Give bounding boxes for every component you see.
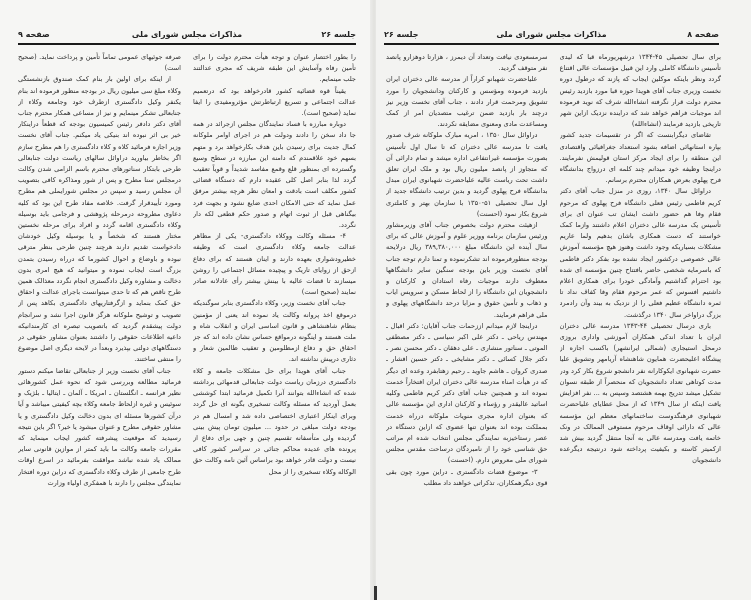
column-right bbox=[560, 52, 722, 592]
column-left bbox=[18, 52, 181, 592]
publication-title: مذاکرات مجلس شورای ملی bbox=[496, 30, 607, 39]
header-rule bbox=[384, 43, 719, 45]
paragraph: ۴- مسئله وکالت ووکلاء دادگستری- یکی از مظاهر عدالت جامعه وکلاء دادگستری است که وظیفه خطیرودشواری بعهده دارند و اینان هستند که برای دفاع ازحق از زوایای تاریک و پیچیده مسائل اجتماعی را روشن میسازند تا قضات عالیه با بینش بیشتر رأی عادلانه صادر نمایند (صحیح است) bbox=[193, 232, 356, 297]
page-header bbox=[18, 30, 356, 44]
paragraph: یقیناً قوه قضائیه کشور قادرخواهد بود که درتعمیم عدالت اجتماعی و تسریع ارتباطرتش مؤثرومفیدی را ایفا نماید (صحیح است). bbox=[193, 86, 356, 118]
text-columns bbox=[18, 52, 356, 592]
paragraph: را بطور اختصار عنوان و توجه هیأت محترم دولت را برای تأمین رفاه وآسایش این طبقه شریف که مجری عدالتند جلب مینمایم. bbox=[193, 53, 356, 84]
page-header bbox=[384, 30, 719, 44]
column-left bbox=[386, 52, 548, 592]
binding-mark bbox=[374, 586, 377, 600]
paragraph: ۳- موضوع قضات دادگستری ـ دراین مورد چون بقی قوی دیگرهمکاران، تذکراتی خواهند داد مطلب bbox=[386, 467, 548, 487]
paragraph: سرمسعودی نیافت وتعداد آن دیمرز ، هزارتا دوهزارو پانصد نفر متوقف گردید. bbox=[386, 53, 548, 73]
paragraph: جناب آقای هویدا برای حل مشکلات جامعه و کلاء دادگستری درزمان ریاست دولت جنابعالی قدمهائی برداشته شده که انشاءالله بتوانند آنرا تکمیل فرمائید ابتدا کوششی بعمل آوردید که مسئله وکالت تسخیری بگونه ای حل گردد وبرای اینکار اعتباری اختصاصی داده شد و امسال هم در بودجه دولت مبلغی در حدود ... میلیون تومان پیش بینی گردیده ولی متأسفانه تقسیم چنین و جهی برای دفاع از پرونده های عدیده محاکم جنائی در سراسر کشور کافی نیست و دولت قادر خواهد بود براساس آئین نامه وکالت حق الوکاله وکلاء تسخیری را از محل bbox=[193, 366, 356, 476]
session-number: جلسه ۲۶ bbox=[321, 30, 356, 39]
page-number: صفحه ۹ bbox=[18, 30, 50, 39]
paragraph: جناب آقای نخست وزیر از جنابعالی تقاضا میکنم دستور فرمائید مطالعه وبررسی شود که نحوه عمل کشورهائی نظیر فرانسه ـ انگلستان ـ امریکا ـ آلمان ـ ایتالیا ـ بلژیک و سوئیس و غیره ازلحاظ جامعه وکلاء بچه کیفیتی میباشد و آیا درآن کشورها مسئله ای بدون دخالت وکیل دادگستری و یا مشاور حقوقی مطرح و عنوان میشود یا خیر؟ اگر باین نتیجه رسیدید که موقعیت پیشرفته کشور ایجاب مینماید که مقررات جامعه وکالت ما باید کمتر از موازین قانونی سایر ممالک یاد شده نباشد موافقت بفرمائید در اسرع اوقات طرح جامعی از طرف وکلاء دادگستری که دراین دوره افتخار نمایندگی مجلس را دارند با همفکری اولیاء وزارت bbox=[18, 366, 181, 487]
column-right bbox=[193, 52, 356, 592]
header-rule bbox=[18, 43, 356, 45]
paragraph: صرفه جوئیهای عمومی تماماً تأمین و پرداخت نماید. (صحیح است) bbox=[18, 53, 181, 73]
paragraph: جناب آقای نخست وزیر، وکلاء دادگستری بنابر سوگندیکه درموقع اخذ پروانه وکالت یاد نموده اند یعنی از مؤمنین بنظام شاهنشاهی و قانون اساسی ایران و انقلاب شاه و ملت هستند و اینگونه درمواقع حساس نشان داده اند که جز احقاق حق و دفاع ازمظلومین و تعقیب ظالمین شعار و دثاری درپیش نداشته اند. bbox=[193, 299, 356, 364]
paragraph: از اینکه برای اولین بار بنام کمک صندوق بازنشستگی وکلاء مبلغ سی میلیون ریال در بودجه منظور فرموده اند بنام یکنفر وکیل دادگستری ازطرف خود وجامعه وکلاء از جنابعالی تشکر مینمایم و نیز از مساعی همکار محترم جناب آقای دکتر دادفر رئیس کمیسیون بودجه که قطعاً دراینکار خیر بی اثر نبوده اند بنیکی یاد میکنم. جناب آقای نخست وزیر اجازه فرمائید کلاه و کلاء دادگستری را هم مطرح سازم اگر بخاطر بیاورید دراوائل سالهای ریاست دولت جنابعالی طرحی بابتکار سناتورهای محترم باسم الزامی شدن وکالت درمجلس سنا مطرح و پس از شور ومذاکره کافی بتصویب آن مجلس رسید و سپس در مجلس شورایملی هم مطرح ومورد تأییدقرار گرفت. خلاصه مفاد طرح این بود که کلیه دعاوی مطروحه درمرحله پژوهشی و فرجامی باید بوسیله وکلاء دادگستری اقامه گردد و افراد برای مرحله نخستین مختار هستند که شخصاً و یا بوسیله وکیل خودشان دادخواست تقدیم دارند هرچند چنین طرحی بنظر مترقی نبوده و باوضاع و احوال کشورما که درراه رسیدن بتمدن بزرگ است ایجاب نموده و میتوانید که هیچ امری بدون دخالت و مشاوره وکیل دادگستری انجام نگردد معذالک همین طرح ناقص هم که تا حدی میتوانست باجرای عدالت و احقاق حق کمک بنماید و ازگرفتاریهای دادگستری بکاهد پس از تصویب و توشیح ملوکانه هرگز قانون اجرا نشد و سرانجام دولت پیشقدم گردید که باتصویب تبصره ای کارمندانیکه داعیه اطلاعات حقوقی را داشتند بعنوان مشاور حقوقی در دستگاههای دولتی بپذیرد وبعداً در لایحه دیگری اصل موضوع را منتفی ساختند. bbox=[18, 75, 181, 364]
paragraph: ازهیئت محترم دولت بخصوص جناب آقای وزیرمشاور ورئیس سازمان برنامه ووزیر علوم و آموزش عالی که برای سال آینده این دانشگاه مبلغ ۳۸۹,۳۸۰,۰۰۰ ریال درلایحه بودجه منظورفرموده اند تشکرنموده و تمنا دارم توجه جناب آقای نخست وزیر باین بودجه سنگین سایر دانشگاهها معطوف دارند موجبات رفاه استادان و کارکنان و دانشجویان این دانشگاه را از لحاظ مسکن و سرویس ایاب و ذهاب و تأمین حقوق و مزایا درحد دانشگاههای پهلوی و ملی فراهم فرمایند. bbox=[386, 221, 548, 319]
paragraph: دوباره مبارزه با فساد نمایندگان مجلس ازجرائد در همه جا داد سخن را دادند ودولت هم در اجرای اوامر ملوکانه کمال جدیت برای رسیدن باین هدف بکارخواهد برد و متهم بسهم خود علاقمندم که دامنه این مبارزه در سطح وسیع وگسترده ای بمنظور قلع وقمع مفاسد شدیداً و قویاً تعقیب گردد لذا بنابر اصل کلی عقیده دارم که دستگاه قضائی کشور مکلف است بادقت و امعان نظر هرچه بیشتر مرفق عمل نماید که حتی الامکان احدی ضایع نشود و بجهت فرد بیگناهی قبل از ثبوت اتهام و صدور حکم قطعی لکه دار نگردد. bbox=[193, 120, 356, 230]
right-page bbox=[376, 0, 751, 600]
page-number: صفحه ۸ bbox=[687, 30, 719, 39]
paragraph: علیاحضرت شهبانو کراراً از مدرسه عالی دختران ایران بازدید فرموده ومؤسس و کارکنان ودانشجویان را مورد تشویق ومرحمت قرار دادند ، جناب آقای نخست وزیر نیز درچند بار بازدید ضمن ترغیب متصدیان امر از کمک ومساعدت مادی ومعنوی مضایقه نکردند. bbox=[386, 75, 548, 129]
paragraph: تقاضای دیگرابنست که اگر در تقسیمات جدید کشور بپاره استانهائی اضافه بشود استعداد جغرافیائی واقتصادی این منطقه را برای ایجاد مرکز استان قولیمش نفرمایند. دراینجا وظیفه خود میدانم چند کلمه ای درزواج بدانشگاه فرح پهلوی بعرض همکاران محترم برسانم. bbox=[559, 131, 721, 185]
paragraph: دراوائل سال ۱۳۴۰، روزی در منزل جناب آقای دکتر کریم فاطمی رئیس فعلی دانشگاه فرح پهلوی که مرحوم فقام وفا هم حضور داشت ایشان تب عنوان ای برای تأسیس یک مدرسه عالی دختران اعلام داشتند وازما کمک خواستند که دست همکاری باشان بدهیم ولما عاریم مشکلات بسیاریکه وجود داشت وهنوز هیچ مؤسسه آموزش عالی خصوصی درکشور ایجاد نشده بود بفکر دکتر فاطمی که باسرمایه شخصی حاضر بافتتاح چنین مؤسسه ای شده بود احترام گذاشتیم وآمادگی خودرا برای همکاری اعلام داشتیم افسوس که عمر مرحوم فقام وفا کفاف نداد تا ثمره دانشگاه عظیم فعلی را از نزدیک به بیند وآن رادمرد بزرگ دراواخر سال ۱۳۴۰ درگذشت. bbox=[559, 187, 721, 319]
paragraph: دراوائل سال ۱۳۵۰ ، امریه مبارک ملوکانه شرف صدور یافت تا مدرسه عالی دختران که تا سال اول تأسیس بصورت مؤسسه غیرانتفاعی اداره میشد و تمام دارائی آن که متجاوز از پانصد میلیون ریال بود و ملک ایران تعلق داشت تحت ریاست عالیه علیاحضرت شهبانوی ایران مبدل بدانشگاه فرح پهلوی گردید و بدین ترتیب دانشگاه جدید از اول سال تحصیلی ۵۱-۱۳۵۰ با سازمان بهتر و کاملتری شروع بکار نمود (احسنت) bbox=[386, 131, 548, 218]
text-columns bbox=[386, 52, 721, 592]
left-page bbox=[0, 0, 372, 600]
paragraph: باری درسال تحصیلی ۴۴-۱۳۴۳ مدرسه عالی دختران ایران با تعداد اندکی همکاران آموزشی واداری بروزی درمحل استیجاری (شمالی ایرانشهر) باکسب اجازه از پیشگاه اعلیحضرت همایون شاهنشاه آریامهر وتشویق علیا حضرت شهبانوی ایکوکارانه نفر دانشجو شروع بکار کرد ودر مدت کوتاهی تعداد دانشجویان که منحصراً از طبقه نسوان تشکیل میشد تدریج بهمه هشتصد وسپس به ... نفر افزایش یافت اینکه از سال ۱۳۴۹ که از محل عطایای علیاحضرت شهبانوی فرهنگدوست ساختمانهای معظم این مؤسسه عالی که دارائی اوقاف مرحوم مستوفی الممالک در ونک خاتمه یافت ومدرسه عالی به آنجا منتقل گردید بیش شد ازکمیتر کاسته و بکیفیت پرداخته شود درنتیجه دیگرعده دانشجویان bbox=[559, 321, 721, 465]
session-number: جلسه ۲۶ bbox=[384, 30, 419, 39]
publication-title: مذاکرات مجلس شورای ملی bbox=[131, 30, 243, 39]
paragraph: برای سال تحصیلی ۴۵-۱۳۴۴ درشهریورماه قبا که لیدی تأسیس دانشگاه کاملی وارد این قبیل مؤسسات عالی اقتناع گردد ونظر باینکه موکلین ایجاب که پازند که درطول دوره نخست وزیری جناب آقای هویدا حوزه قبا مورد بازدید رئیس محترم دولت قرار نگرفته انشاءالله شرف که نوید فرموده اند موجبات فراهم خواهد شد که دراینده نزدیک ازاین شهر تاریخی بازدید فرمایند (انشاءالله) bbox=[559, 53, 721, 129]
paragraph: دراینجا لازم میدانم اززحمات جناب آقایان: دکتر اقبال ـ مهندس ریاحی ـ دکتر علی اکبر سیاسی ـ دکتر مصطفی الموتی ـ سناتور منشاری ـ علی دهقان ـ دکتر محسن نصر ـ دکتر جلال کسائی ـ دکتر مشایخی ـ دکتر حسین افشار ـ صدری کروان ـ هاشم جاوید ـ رحیم زهتابفرد وعده ای دیگر که در هیأت امناء مدرسه عالی دختران ایران افتخاراً خدمت نموده اند و همچنین جناب آقای دکتر کریم فاطمی وکلیه اساتید عالیقدر و رؤساء و کارکنان اداری این مؤسسه عالی که بعنوان اداره مجری منویات ملوکانه درراه خدمت بمملکت بوده اند بعنوان تنها عضوی که ازاین دستگاه در عصر رستاخیزبه نمایندگی مجلس انتخاب شده ام مراتب حق شناسی خود را از نامبردگان درساحت مقدس مجلس شورای ملی معروض دارم. (احسنت) bbox=[386, 321, 548, 465]
